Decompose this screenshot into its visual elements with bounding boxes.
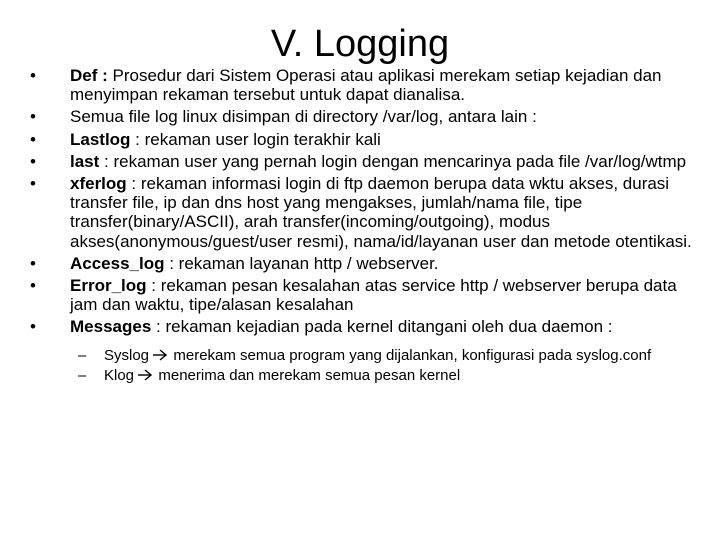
term-label: xferlog xyxy=(70,174,127,194)
sub-item-klog xyxy=(70,367,694,384)
bullet-item-messages xyxy=(24,317,694,383)
item-text: : rekaman user login terakhir kali xyxy=(130,129,381,149)
bullet-dot: • xyxy=(30,129,36,149)
bullet-item-def xyxy=(24,66,694,104)
bullet-dot: • xyxy=(30,253,36,273)
item-text: : rekaman user yang pernah login dengan mencarinya pada file /var/log/wtmp xyxy=(99,151,687,171)
item-text: : rekaman informasi login di ftp daemon berupa data wktu akses, durasi transfer file, ip dan dns host yang mengakses, jumlah/nama file, tipe transfer(binary/ASCII), arah transfer(incoming/outgoing), modus akses(anonymous/guest/user resmi), nama/id/layanan user dan metode otentikasi. xyxy=(70,174,692,251)
bullet-item-access-log xyxy=(24,254,694,273)
item-text: Prosedur dari Sistem Operasi atau aplikasi merekam setiap kejadian dan menyimpan rekaman tersebut untuk dapat dianalisa. xyxy=(70,66,662,105)
item-text: : rekaman kejadian pada kernel ditangani oleh dua daemon : xyxy=(151,317,613,337)
bullet-item-last xyxy=(24,152,694,171)
term-label: Access_log xyxy=(70,253,165,273)
sub-item-text: menerima dan merekam semua pesan kernel xyxy=(154,366,461,384)
dash-marker: – xyxy=(78,346,87,364)
dash-marker: – xyxy=(78,366,87,384)
term-label: last xyxy=(70,151,100,171)
bullet-item-xferlog xyxy=(24,174,694,251)
sub-bullet-list xyxy=(70,347,694,384)
bullet-dot: • xyxy=(30,151,36,171)
bullet-dot: • xyxy=(30,107,36,127)
bullet-list xyxy=(24,66,694,384)
arrow-right-icon xyxy=(138,367,154,384)
term-label: Def : xyxy=(70,66,108,85)
term-label: Messages xyxy=(70,317,152,337)
term-label: Lastlog xyxy=(70,129,131,149)
slide-content xyxy=(24,66,694,387)
bullet-dot: • xyxy=(30,317,36,337)
term-label: Error_log xyxy=(70,276,147,296)
bullet-item-error-log xyxy=(24,276,694,314)
bullet-dot: • xyxy=(30,174,36,194)
sub-item-name: Syslog xyxy=(104,346,150,364)
sub-item-syslog xyxy=(70,347,694,364)
item-text: : rekaman layanan http / webserver. xyxy=(164,253,439,273)
bullet-item-directory xyxy=(24,107,694,126)
sub-item-text: merekam semua program yang dijalankan, konfigurasi pada syslog.conf xyxy=(169,346,652,364)
bullet-dot: • xyxy=(30,276,36,296)
item-text: : rekaman pesan kesalahan atas service http / webserver berupa data jam dan waktu, tipe/alasan kesalahan xyxy=(70,276,677,315)
bullet-item-lastlog xyxy=(24,130,694,149)
sub-item-name: Klog xyxy=(104,366,135,384)
arrow-right-icon xyxy=(153,347,169,364)
bullet-dot: • xyxy=(30,66,36,85)
item-text: Semua file log linux disimpan di directory /var/log, antara lain : xyxy=(70,107,537,127)
slide-title: V. Logging xyxy=(270,23,450,65)
